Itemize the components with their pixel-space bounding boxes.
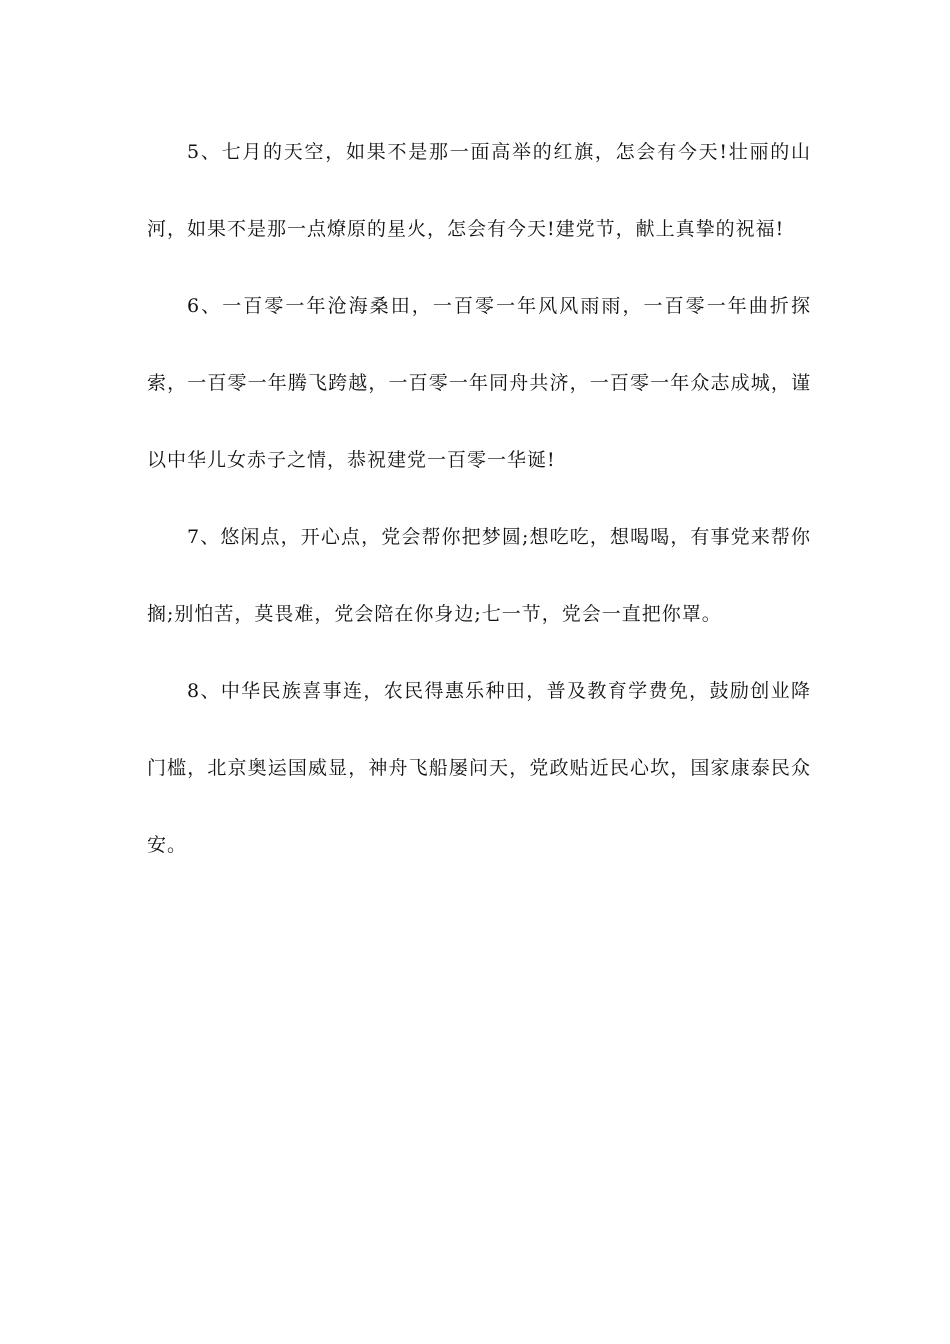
paragraph-5: 5、七月的天空，如果不是那一面高举的红旗，怎会有今天!壮丽的山河，如果不是那一点燎原的星火，怎会有今天!建党节，献上真挚的祝福!	[147, 141, 811, 240]
document-body	[147, 114, 811, 884]
paragraph-8: 8、中华民族喜事连，农民得惠乐种田，普及教育学费免，鼓励创业降门槛，北京奥运国威显，神舟飞船屡问天，党政贴近民心坎，国家康泰民众安。	[147, 680, 811, 856]
paragraph-7: 7、悠闲点，开心点，党会帮你把梦圆;想吃吃，想喝喝，有事党来帮你搁;别怕苦，莫畏难，党会陪在你身边;七一节，党会一直把你罩。	[147, 526, 811, 625]
paragraph-6: 6、一百零一年沧海桑田，一百零一年风风雨雨，一百零一年曲折探索，一百零一年腾飞跨越，一百零一年同舟共济，一百零一年众志成城，谨以中华儿女赤子之情，恭祝建党一百零一华诞!	[147, 295, 811, 471]
